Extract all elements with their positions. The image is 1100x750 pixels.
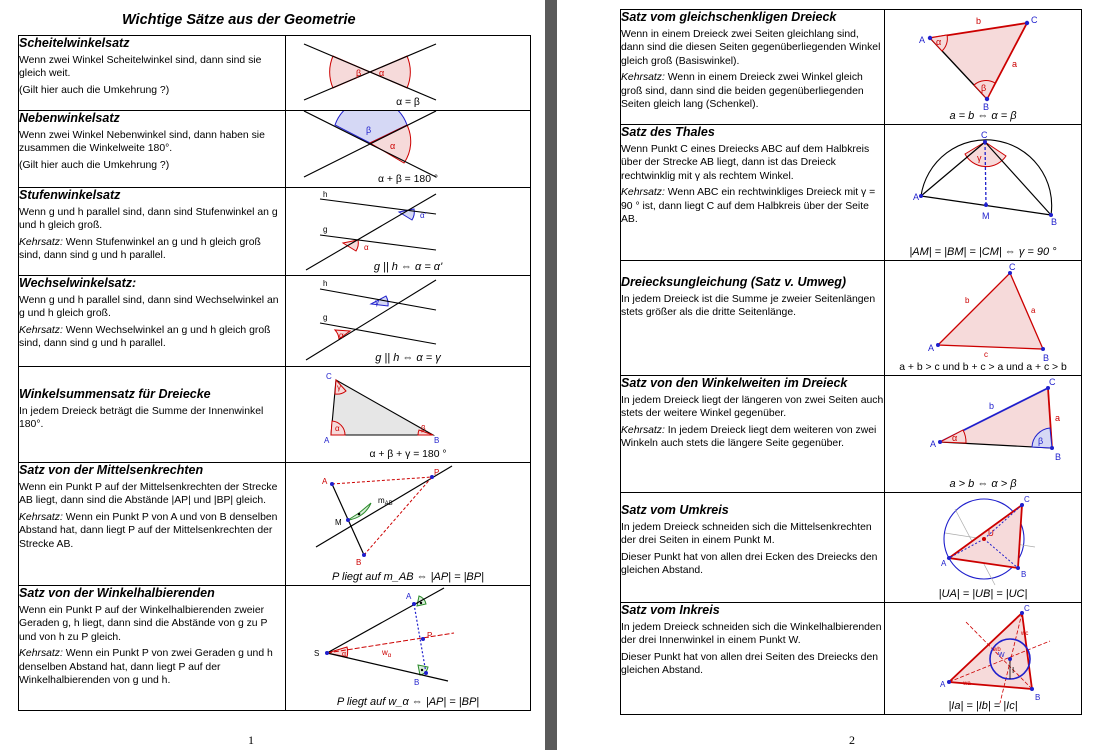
theorem-heading: Satz von der Winkelhalbierenden [19, 586, 215, 600]
vertex-a-label: A [930, 439, 937, 449]
figure-perpendicular-bisector [286, 463, 531, 586]
theorem-row [19, 586, 531, 711]
side-b-label: b [989, 401, 995, 411]
figure-thales [885, 125, 1082, 261]
theorem-heading: Satz vom gleichschenkligen Dreieck [621, 10, 837, 24]
theorem-text: Wenn in einem Dreieck zwei Seiten gleichlang sind, dann sind die diesen Seiten gegenüberliegenden Winkel gleich groß (Basiswinkel). [621, 29, 881, 67]
theorem-heading: Scheitelwinkelsatz [19, 36, 130, 50]
theorem-text: Wenn g und h parallel sind, dann sind Stufenwinkel an g und h gleich groß. [19, 207, 278, 232]
figure-corresponding-angles [286, 188, 531, 276]
side-a-label: a [1012, 59, 1018, 69]
figure-incircle [885, 603, 1082, 715]
line-h-label: h [323, 190, 328, 199]
theorem-text-2: Dieser Punkt hat von allen drei Ecken des Dreiecks den gleichen Abstand. [621, 551, 878, 577]
figure-caption: α + β + γ = 180 ° [369, 449, 447, 460]
vertex-c-label: C [1024, 604, 1030, 613]
vertex-a-label: A [913, 192, 920, 202]
vertex-a-label: A [919, 35, 926, 45]
figure-caption: a > b ⇔ α > β [949, 478, 1017, 490]
vertex-a-label: A [941, 559, 947, 568]
incircle-diagram [885, 603, 1082, 715]
theorem-row [19, 36, 531, 111]
page-number: 2 [849, 733, 855, 747]
line-g-label: g [323, 313, 328, 322]
beta-label: β [1038, 436, 1044, 446]
figure-supplementary-angles [286, 111, 531, 188]
angle-side-relation-diagram [885, 376, 1082, 493]
point-b-label: B [414, 678, 420, 687]
theorem-heading: Satz von der Mittelsenkrechten [19, 463, 204, 477]
vertex-s-label: S [314, 649, 320, 658]
point-b-label: B [356, 558, 362, 567]
theorem-row [19, 463, 531, 586]
theorem-row [19, 111, 531, 188]
vertex-c-label: C [1031, 15, 1038, 25]
line-h-label: h [323, 279, 328, 288]
vertex-b-label: B [1021, 570, 1027, 579]
theorem-heading: Satz vom Inkreis [621, 603, 720, 617]
theorem-row [621, 10, 1082, 125]
page-number: 1 [248, 733, 254, 747]
theorem-text: Wenn g und h parallel sind, dann sind Wechselwinkel an g und h gleich groß. [19, 295, 279, 320]
point-p-label: P [427, 631, 433, 640]
theorem-text: Wenn ein Punkt P auf der Winkelhalbierenden zweier Geraden g, h liegt, dann sind die Abstände von g zu P und von h zu P gleich. [19, 605, 268, 643]
theorem-text: In jedem Dreieck schneiden sich die Mittelsenkrechten der drei Seiten in einem Punkt M. [621, 522, 872, 547]
perpendicular-bisector-diagram [286, 463, 531, 586]
alpha-label: α [342, 651, 347, 658]
theorem-table-page-1 [18, 35, 531, 711]
vertex-a-label: A [324, 436, 330, 445]
theorem-heading: Winkelsummensatz für Dreiecke [19, 387, 211, 401]
kehrsatz-label: Kehrsatz: [621, 187, 665, 199]
gamma-label: γ [977, 153, 982, 163]
vertex-b-label: B [1055, 452, 1062, 462]
vertex-c-label: C [1049, 377, 1056, 387]
theorem-heading: Satz vom Umkreis [621, 503, 729, 517]
vertex-a-label: A [940, 680, 946, 689]
kehrsatz-text: In jedem Dreieck liegt dem weiteren von zwei Winkeln auch stets die längere Seite gegenüber. [621, 424, 877, 450]
theorem-note: (Gilt hier auch die Umkehrung ?) [19, 159, 170, 171]
alpha-prime-label: α' [420, 211, 427, 220]
side-b-label: b [976, 16, 982, 26]
kehrsatz-label: Kehrsatz: [621, 72, 665, 84]
beta-label: β [981, 83, 987, 93]
figure-vertical-angles [286, 36, 531, 111]
page-1 [0, 0, 545, 750]
side-a-label: a [1031, 306, 1036, 315]
vertex-b-label: B [1043, 353, 1050, 363]
kehrsatz-text: Wenn ein Punkt P von A und von B denselben Abstand hat, dann liegt P auf der Mittelsenkrechten der Strecke AB. [19, 511, 278, 550]
beta-label: β [356, 68, 362, 78]
gamma-label: γ [337, 383, 341, 392]
bisector-label [378, 496, 393, 507]
vertex-b-label: B [983, 102, 990, 112]
vertex-c-label: C [326, 372, 332, 381]
theorem-text: In jedem Dreieck beträgt die Summe der Innenwinkel 180°. [19, 406, 264, 431]
theorem-text-2: Dieser Punkt hat von allen drei Seiten des Dreiecks den gleichen Abstand. [621, 651, 879, 677]
vertex-b-label: B [1051, 217, 1058, 227]
kehrsatz-label: Kehrsatz: [19, 648, 63, 660]
kehrsatz-text: Wenn ABC ein rechtwinkliges Dreieck mit γ = 90 ° ist, dann liegt C auf dem Halbkreis über der Seite AB. [621, 187, 876, 226]
figure-caption: P liegt auf m_AB ⇔ |AP| = |BP| [332, 571, 484, 583]
theorem-row [621, 261, 1082, 376]
figure-caption: P liegt auf w_α ⇔ |AP| = |BP| [336, 696, 480, 708]
theorem-text: In jedem Dreieck schneiden sich die Winkelhalbierenden der drei Innenwinkel in einem Punkt W. [621, 622, 882, 647]
point-a-label: A [406, 592, 412, 601]
theorem-text: Wenn zwei Winkel Scheitelwinkel sind, dann sind sie gleich weit. [19, 55, 262, 80]
figure-caption: |Ia| = |Ib| = |Ic| [948, 700, 1018, 712]
theorem-row [19, 276, 531, 367]
center-u-label: U [988, 529, 994, 538]
theorem-text: Wenn zwei Winkel Nebenwinkel sind, dann haben sie zusammen die Winkelweite 180°. [19, 130, 265, 155]
figure-caption: g || h ⇔ α = α' [373, 261, 443, 273]
figure-angle-bisector [286, 586, 531, 711]
figure-angle-sum [286, 367, 531, 463]
page-title: Wichtige Sätze aus der Geometrie [122, 12, 356, 28]
theorem-row [19, 367, 531, 463]
figure-caption: α + β = 180 ° [377, 174, 439, 185]
angle-bisector-diagram [286, 586, 531, 711]
theorem-note: (Gilt hier auch die Umkehrung ?) [19, 84, 170, 96]
figure-caption: |AM| = |BM| = |CM| ⇔ γ = 90 ° [909, 246, 1057, 258]
theorem-heading: Satz von den Winkelweiten im Dreieck [621, 376, 848, 390]
theorem-text: In jedem Dreieck liegt der längeren von zwei Seiten auch stets der weitere Winkel gegenüber. [621, 395, 884, 420]
kehrsatz-label: Kehrsatz: [19, 236, 63, 248]
w-alpha-subscript: α [387, 653, 392, 659]
figure-caption: α = β [396, 97, 420, 108]
kehrsatz-label: Kehrsatz: [19, 511, 63, 523]
point-p-label: P [434, 468, 440, 477]
kehrsatz-label: Kehrsatz: [621, 424, 665, 436]
figure-caption: g || h ⇔ α = γ [375, 352, 441, 364]
figure-angle-side-relation [885, 376, 1082, 493]
triangle-inequality-diagram [885, 261, 1082, 376]
theorem-heading: Satz des Thales [621, 125, 715, 139]
incenter-w-label: W [998, 652, 1005, 659]
alpha-label: α [335, 424, 340, 433]
figure-caption: a = b ⇔ α = β [949, 110, 1017, 122]
alpha-label: α [390, 141, 396, 151]
point-m-label: M [335, 518, 342, 527]
kehrsatz-label: Kehrsatz: [19, 324, 63, 336]
m-ab-subscript: AB [384, 501, 393, 507]
thales-diagram [885, 125, 1082, 261]
line-g-label: g [323, 225, 328, 234]
bisector-label [381, 648, 392, 659]
figure-isosceles-triangle [885, 10, 1082, 125]
side-c-label: c [984, 350, 988, 359]
theorem-text: Wenn ein Punkt P auf der Mittelsenkrechten der Strecke AB liegt, dann sind die Abstände |AP| und |BP| gleich. [19, 482, 278, 507]
theorem-text: Wenn Punkt C eines Dreiecks ABC auf dem Halbkreis über der Strecke AB liegt, dann ist das Dreieck rechtwinklig mit γ als rechtem Winkel. [621, 144, 870, 182]
theorem-row [19, 188, 531, 276]
alpha-label: α [952, 433, 958, 443]
theorem-heading: Stufenwinkelsatz [19, 188, 121, 202]
beta-label: β [421, 424, 426, 433]
figure-alternate-angles [286, 276, 531, 367]
point-a-label: A [322, 477, 328, 486]
figure-triangle-inequality [885, 261, 1082, 376]
w-alpha-label: w [382, 648, 388, 657]
kehrsatz-text: Wenn ein Punkt P von zwei Geraden g und h denselben Abstand hat, dann liegt P auf der Winkelhalbierenden von g und h. [19, 648, 273, 687]
m-ab-label: m [378, 496, 385, 505]
beta-label: β [366, 125, 372, 135]
vertex-c-label: C [1024, 495, 1030, 504]
theorem-text: In jedem Dreieck ist die Summe je zweier Seitenlängen stets größer als die dritte Seitenlänge. [621, 294, 876, 319]
bisector-wc-label: wc [1021, 631, 1029, 637]
theorem-heading: Wechselwinkelsatz: [19, 276, 137, 290]
theorem-row [621, 125, 1082, 261]
gamma-label: γ [375, 298, 379, 307]
theorem-table-page-2 [620, 9, 1082, 715]
theorem-row [621, 493, 1082, 603]
page-separator [545, 0, 557, 750]
side-a-label: a [1055, 413, 1061, 423]
theorem-row [621, 603, 1082, 715]
kehrsatz-text: Wenn Wechselwinkel an g und h gleich groß sind, dann sind g und h parallel. [19, 324, 271, 350]
circumcircle-diagram [885, 493, 1082, 603]
kehrsatz-text: Wenn Stufenwinkel an g und h gleich groß sind, dann sind g und h parallel. [19, 236, 261, 262]
vertex-b-label: B [434, 436, 440, 445]
theorem-row [621, 376, 1082, 493]
radius-i-label: I [1012, 666, 1015, 675]
page-2 [557, 0, 1100, 750]
vertex-b-label: B [1035, 693, 1041, 702]
kehrsatz-text: Wenn in einem Dreieck zwei Winkel gleich groß sind, dann sind die beiden gegenüberliegenden Seiten gleich lang (Schenkel). [621, 72, 864, 111]
vertex-c-label: C [981, 130, 988, 140]
isosceles-triangle-diagram [885, 10, 1082, 125]
vertex-c-label: C [1009, 262, 1016, 272]
figure-circumcircle [885, 493, 1082, 603]
alpha-label: α [379, 68, 385, 78]
alpha-label: α [936, 37, 942, 47]
figure-caption: a + b > c und b + c > a und a + c > b [899, 362, 1067, 373]
alpha-label: α [364, 243, 369, 252]
alpha-label: α [339, 331, 344, 340]
side-b-label: b [965, 296, 970, 305]
theorem-heading: Nebenwinkelsatz [19, 111, 120, 125]
bisector-wb-label: wb [993, 647, 1001, 653]
bisector-wa-label: wa [963, 681, 971, 687]
midpoint-m-label: M [982, 211, 990, 221]
vertex-a-label: A [928, 343, 935, 353]
theorem-heading: Dreiecksungleichung (Satz v. Umweg) [621, 275, 847, 289]
figure-caption: |UA| = |UB| = |UC| [938, 588, 1028, 600]
